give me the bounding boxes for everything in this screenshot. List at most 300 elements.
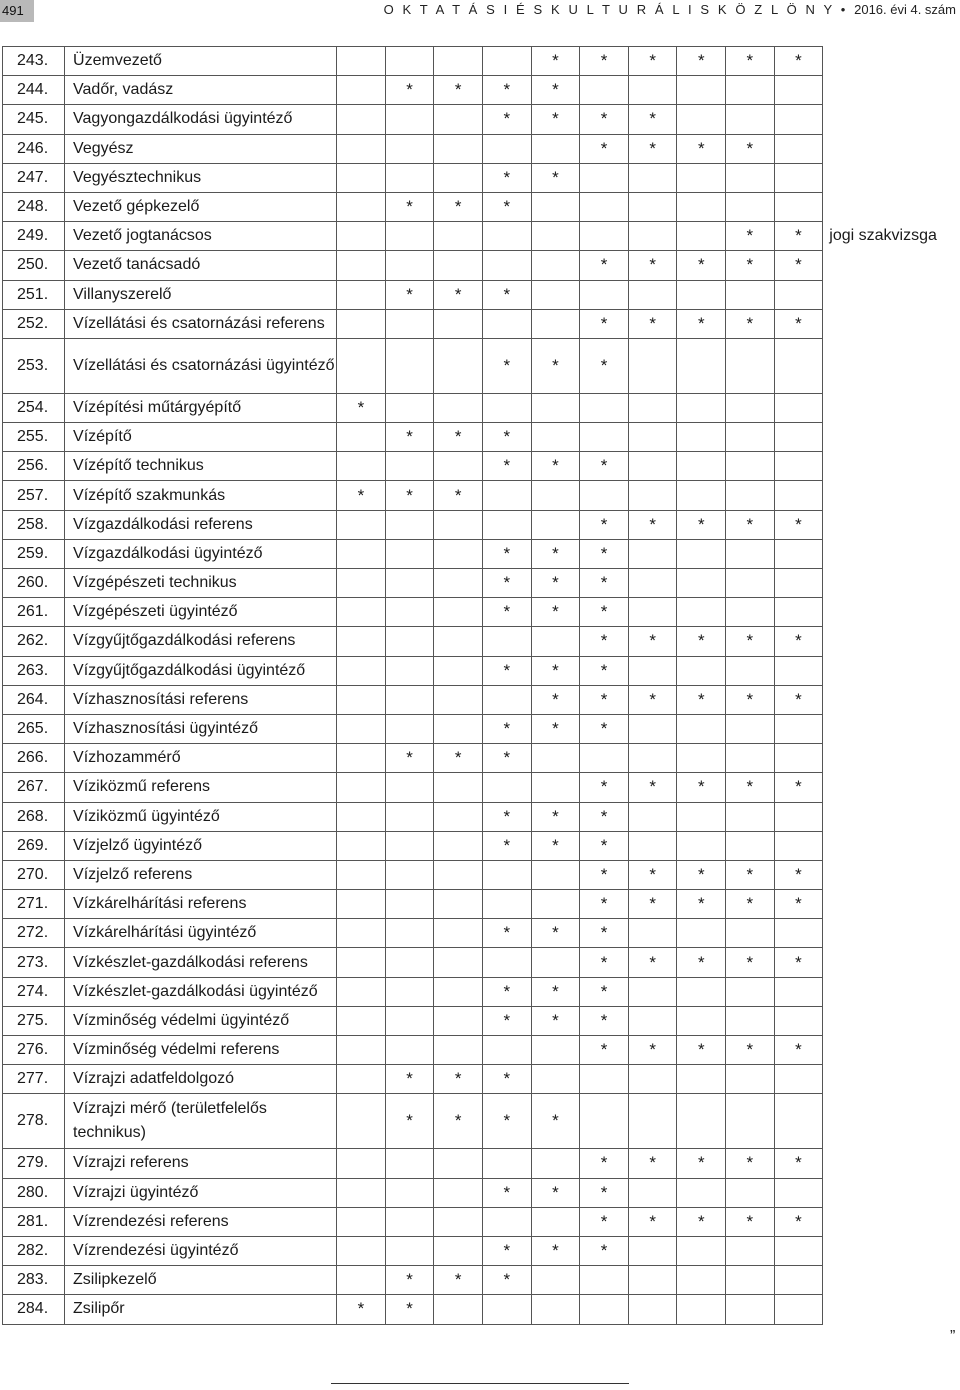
qualification-mark-6	[580, 222, 629, 251]
qualification-mark-5: *	[531, 598, 580, 627]
qualification-mark-2	[385, 1178, 434, 1207]
row-note	[823, 423, 960, 452]
qualification-mark-5: *	[531, 338, 580, 393]
qualification-mark-6	[580, 1094, 629, 1149]
row-number: 265.	[3, 714, 65, 743]
row-number: 274.	[3, 977, 65, 1006]
qualification-mark-2	[385, 919, 434, 948]
qualification-mark-4: *	[483, 656, 532, 685]
qualification-mark-10	[774, 656, 823, 685]
qualification-mark-4: *	[483, 1094, 532, 1149]
qualification-mark-8	[677, 1065, 726, 1094]
row-number: 259.	[3, 539, 65, 568]
occupation-table	[2, 46, 960, 1325]
qualification-mark-2	[385, 251, 434, 280]
occupation-name: Vízépítő	[65, 423, 337, 452]
qualification-mark-10	[774, 393, 823, 422]
qualification-mark-5	[531, 890, 580, 919]
qualification-mark-1	[337, 860, 386, 889]
qualification-mark-5: *	[531, 47, 580, 76]
qualification-mark-7	[628, 76, 677, 105]
qualification-mark-5	[531, 1036, 580, 1065]
table-row	[3, 860, 960, 889]
qualification-mark-10	[774, 134, 823, 163]
row-number: 278.	[3, 1094, 65, 1149]
qualification-mark-7	[628, 1006, 677, 1035]
qualification-mark-7: *	[628, 251, 677, 280]
row-number: 269.	[3, 831, 65, 860]
qualification-mark-5: *	[531, 1236, 580, 1265]
qualification-mark-3	[434, 1036, 483, 1065]
qualification-mark-1	[337, 1094, 386, 1149]
qualification-mark-5: *	[531, 977, 580, 1006]
row-note	[823, 598, 960, 627]
qualification-mark-3: *	[434, 1065, 483, 1094]
qualification-mark-5	[531, 744, 580, 773]
qualification-mark-6: *	[580, 890, 629, 919]
qualification-mark-5	[531, 1149, 580, 1178]
occupation-name: Vagyongazdálkodási ügyintéző	[65, 105, 337, 134]
qualification-mark-8: *	[677, 685, 726, 714]
qualification-mark-3: *	[434, 1266, 483, 1295]
qualification-mark-4	[483, 481, 532, 510]
page-number: 491	[0, 0, 34, 22]
qualification-mark-4	[483, 510, 532, 539]
qualification-mark-3	[434, 539, 483, 568]
qualification-mark-5: *	[531, 1006, 580, 1035]
qualification-mark-5: *	[531, 802, 580, 831]
qualification-mark-10	[774, 163, 823, 192]
table-row	[3, 452, 960, 481]
qualification-mark-2	[385, 1006, 434, 1035]
qualification-mark-7	[628, 1065, 677, 1094]
qualification-mark-10: *	[774, 309, 823, 338]
row-number: 256.	[3, 452, 65, 481]
qualification-mark-6: *	[580, 1207, 629, 1236]
qualification-mark-2	[385, 510, 434, 539]
occupation-name: Vezető jogtanácsos	[65, 222, 337, 251]
qualification-mark-10	[774, 977, 823, 1006]
qualification-mark-9	[726, 539, 775, 568]
qualification-mark-10	[774, 1094, 823, 1149]
occupation-name: Vízrajzi adatfeldolgozó	[65, 1065, 337, 1094]
qualification-mark-2: *	[385, 1065, 434, 1094]
qualification-mark-2	[385, 598, 434, 627]
row-number: 271.	[3, 890, 65, 919]
row-note	[823, 1178, 960, 1207]
qualification-mark-3	[434, 569, 483, 598]
qualification-mark-9	[726, 802, 775, 831]
qualification-mark-3	[434, 393, 483, 422]
qualification-mark-7	[628, 802, 677, 831]
qualification-mark-3	[434, 1207, 483, 1236]
qualification-mark-1	[337, 510, 386, 539]
qualification-mark-3	[434, 685, 483, 714]
qualification-mark-10: *	[774, 685, 823, 714]
qualification-mark-10	[774, 598, 823, 627]
row-number: 272.	[3, 919, 65, 948]
qualification-mark-3	[434, 627, 483, 656]
qualification-mark-1	[337, 569, 386, 598]
qualification-mark-6	[580, 481, 629, 510]
table-row	[3, 802, 960, 831]
table-row	[3, 1094, 960, 1149]
qualification-mark-9	[726, 423, 775, 452]
qualification-mark-10	[774, 802, 823, 831]
table-row	[3, 163, 960, 192]
occupation-name: Vízgazdálkodási ügyintéző	[65, 539, 337, 568]
qualification-mark-1	[337, 309, 386, 338]
occupation-name: Vízkárelhárítási referens	[65, 890, 337, 919]
qualification-mark-8	[677, 481, 726, 510]
qualification-mark-4: *	[483, 977, 532, 1006]
qualification-mark-7	[628, 192, 677, 221]
qualification-mark-9	[726, 977, 775, 1006]
row-note	[823, 1036, 960, 1065]
qualification-mark-8	[677, 714, 726, 743]
row-note	[823, 744, 960, 773]
qualification-mark-2	[385, 134, 434, 163]
table-row	[3, 948, 960, 977]
row-number: 244.	[3, 76, 65, 105]
qualification-mark-1	[337, 656, 386, 685]
table-row	[3, 192, 960, 221]
qualification-mark-2: *	[385, 1266, 434, 1295]
qualification-mark-4	[483, 685, 532, 714]
table-row	[3, 423, 960, 452]
qualification-mark-1	[337, 919, 386, 948]
qualification-mark-5	[531, 280, 580, 309]
qualification-mark-8	[677, 977, 726, 1006]
qualification-mark-8	[677, 744, 726, 773]
qualification-mark-1	[337, 802, 386, 831]
qualification-mark-7	[628, 598, 677, 627]
qualification-mark-4: *	[483, 1178, 532, 1207]
table-row	[3, 1036, 960, 1065]
qualification-mark-9	[726, 714, 775, 743]
qualification-mark-3	[434, 452, 483, 481]
qualification-mark-8: *	[677, 510, 726, 539]
qualification-mark-7: *	[628, 948, 677, 977]
row-number: 261.	[3, 598, 65, 627]
qualification-mark-7	[628, 1236, 677, 1265]
qualification-mark-5: *	[531, 105, 580, 134]
qualification-mark-10	[774, 192, 823, 221]
qualification-mark-5	[531, 510, 580, 539]
occupation-name: Vegyésztechnikus	[65, 163, 337, 192]
qualification-mark-9	[726, 192, 775, 221]
qualification-mark-10	[774, 1065, 823, 1094]
qualification-mark-3	[434, 1178, 483, 1207]
qualification-mark-10	[774, 76, 823, 105]
row-number: 249.	[3, 222, 65, 251]
qualification-mark-3	[434, 47, 483, 76]
table-row	[3, 627, 960, 656]
row-number: 260.	[3, 569, 65, 598]
qualification-mark-8	[677, 569, 726, 598]
qualification-mark-3	[434, 134, 483, 163]
qualification-mark-6	[580, 76, 629, 105]
table-row	[3, 890, 960, 919]
closing-quote-mark: ”	[950, 1328, 956, 1345]
qualification-mark-5	[531, 192, 580, 221]
qualification-mark-4: *	[483, 598, 532, 627]
qualification-mark-9	[726, 1236, 775, 1265]
qualification-mark-2	[385, 773, 434, 802]
table-row	[3, 222, 960, 251]
qualification-mark-5: *	[531, 1178, 580, 1207]
row-number: 253.	[3, 338, 65, 393]
qualification-mark-1	[337, 192, 386, 221]
qualification-mark-6: *	[580, 134, 629, 163]
qualification-mark-10: *	[774, 1149, 823, 1178]
row-note	[823, 192, 960, 221]
qualification-mark-6: *	[580, 919, 629, 948]
issue-label: 2016. évi 4. szám	[854, 2, 956, 17]
qualification-mark-4: *	[483, 192, 532, 221]
qualification-mark-9: *	[726, 890, 775, 919]
occupation-name: Vízrajzi mérő (területfelelős technikus)	[65, 1094, 337, 1149]
qualification-mark-5: *	[531, 919, 580, 948]
table-row	[3, 1236, 960, 1265]
qualification-mark-10	[774, 280, 823, 309]
qualification-mark-10	[774, 338, 823, 393]
qualification-mark-2	[385, 47, 434, 76]
qualification-mark-10: *	[774, 1207, 823, 1236]
qualification-mark-1	[337, 744, 386, 773]
qualification-mark-8	[677, 656, 726, 685]
qualification-mark-4: *	[483, 802, 532, 831]
row-note	[823, 280, 960, 309]
qualification-mark-5: *	[531, 569, 580, 598]
occupation-name: Vízellátási és csatornázási referens	[65, 309, 337, 338]
qualification-mark-6: *	[580, 452, 629, 481]
qualification-mark-3	[434, 1149, 483, 1178]
qualification-mark-5: *	[531, 1094, 580, 1149]
qualification-mark-1: *	[337, 393, 386, 422]
occupation-name: Vízépítő technikus	[65, 452, 337, 481]
occupation-name: Vízellátási és csatornázási ügyintéző	[65, 338, 337, 393]
qualification-mark-1	[337, 977, 386, 1006]
qualification-mark-9: *	[726, 627, 775, 656]
qualification-mark-10: *	[774, 222, 823, 251]
qualification-mark-5: *	[531, 831, 580, 860]
qualification-mark-5	[531, 222, 580, 251]
occupation-name: Vízminőség védelmi ügyintéző	[65, 1006, 337, 1035]
occupation-name: Üzemvezető	[65, 47, 337, 76]
qualification-mark-1: *	[337, 1295, 386, 1324]
qualification-mark-9: *	[726, 948, 775, 977]
row-number: 250.	[3, 251, 65, 280]
qualification-mark-6: *	[580, 685, 629, 714]
qualification-mark-1: *	[337, 481, 386, 510]
row-number: 255.	[3, 423, 65, 452]
qualification-mark-3	[434, 831, 483, 860]
qualification-mark-4: *	[483, 163, 532, 192]
occupation-name: Vadőr, vadász	[65, 76, 337, 105]
qualification-mark-10: *	[774, 47, 823, 76]
qualification-mark-9	[726, 393, 775, 422]
qualification-mark-9	[726, 105, 775, 134]
row-note	[823, 47, 960, 76]
row-note	[823, 1236, 960, 1265]
qualification-mark-7	[628, 222, 677, 251]
qualification-mark-2	[385, 714, 434, 743]
row-number: 243.	[3, 47, 65, 76]
qualification-mark-1	[337, 539, 386, 568]
row-note	[823, 802, 960, 831]
qualification-mark-7: *	[628, 1207, 677, 1236]
qualification-mark-6	[580, 393, 629, 422]
qualification-mark-10	[774, 1295, 823, 1324]
occupation-name: Vízrajzi ügyintéző	[65, 1178, 337, 1207]
qualification-mark-2: *	[385, 76, 434, 105]
qualification-mark-1	[337, 714, 386, 743]
qualification-mark-6: *	[580, 977, 629, 1006]
qualification-mark-5	[531, 251, 580, 280]
occupation-name: Vízgyűjtőgazdálkodási referens	[65, 627, 337, 656]
qualification-mark-7	[628, 714, 677, 743]
qualification-mark-9: *	[726, 1036, 775, 1065]
table-row	[3, 251, 960, 280]
occupation-name: Zsilipőr	[65, 1295, 337, 1324]
occupation-name: Vízhasznosítási ügyintéző	[65, 714, 337, 743]
qualification-mark-1	[337, 163, 386, 192]
qualification-mark-2	[385, 1149, 434, 1178]
qualification-mark-7: *	[628, 134, 677, 163]
qualification-mark-10: *	[774, 773, 823, 802]
qualification-mark-3	[434, 1006, 483, 1035]
occupation-name: Vízgazdálkodási referens	[65, 510, 337, 539]
row-number: 276.	[3, 1036, 65, 1065]
qualification-mark-8	[677, 919, 726, 948]
qualification-mark-9: *	[726, 47, 775, 76]
row-number: 268.	[3, 802, 65, 831]
qualification-mark-5	[531, 773, 580, 802]
qualification-mark-9	[726, 1295, 775, 1324]
qualification-mark-8	[677, 423, 726, 452]
qualification-mark-4	[483, 393, 532, 422]
row-number: 246.	[3, 134, 65, 163]
qualification-mark-7: *	[628, 309, 677, 338]
qualification-mark-7	[628, 831, 677, 860]
qualification-mark-8	[677, 1295, 726, 1324]
qualification-mark-7	[628, 919, 677, 948]
qualification-mark-2	[385, 948, 434, 977]
occupation-name: Vízgyűjtőgazdálkodási ügyintéző	[65, 656, 337, 685]
qualification-mark-9: *	[726, 222, 775, 251]
row-note	[823, 481, 960, 510]
qualification-mark-5: *	[531, 539, 580, 568]
qualification-mark-2	[385, 890, 434, 919]
occupation-name: Vízkészlet-gazdálkodási ügyintéző	[65, 977, 337, 1006]
qualification-mark-4	[483, 251, 532, 280]
qualification-mark-4: *	[483, 1065, 532, 1094]
qualification-mark-7	[628, 569, 677, 598]
row-number: 270.	[3, 860, 65, 889]
qualification-mark-4	[483, 1207, 532, 1236]
qualification-mark-7	[628, 977, 677, 1006]
qualification-mark-7	[628, 338, 677, 393]
qualification-mark-10	[774, 1006, 823, 1035]
qualification-mark-8: *	[677, 134, 726, 163]
qualification-mark-2	[385, 627, 434, 656]
table-row	[3, 598, 960, 627]
qualification-mark-2	[385, 685, 434, 714]
qualification-mark-2	[385, 163, 434, 192]
row-number: 252.	[3, 309, 65, 338]
qualification-mark-2	[385, 1236, 434, 1265]
qualification-mark-7	[628, 481, 677, 510]
qualification-mark-8	[677, 105, 726, 134]
row-note	[823, 338, 960, 393]
row-number: 266.	[3, 744, 65, 773]
qualification-mark-8	[677, 393, 726, 422]
qualification-mark-10	[774, 423, 823, 452]
qualification-mark-7	[628, 1178, 677, 1207]
qualification-mark-8	[677, 222, 726, 251]
row-note	[823, 773, 960, 802]
table-row	[3, 47, 960, 76]
qualification-mark-1	[337, 1149, 386, 1178]
qualification-mark-8	[677, 1006, 726, 1035]
qualification-mark-7: *	[628, 105, 677, 134]
qualification-mark-3	[434, 222, 483, 251]
qualification-mark-2: *	[385, 423, 434, 452]
qualification-mark-8: *	[677, 627, 726, 656]
qualification-mark-1	[337, 948, 386, 977]
qualification-mark-6	[580, 1295, 629, 1324]
row-number: 282.	[3, 1236, 65, 1265]
qualification-mark-9	[726, 919, 775, 948]
occupation-name: Vízkárelhárítási ügyintéző	[65, 919, 337, 948]
row-note	[823, 510, 960, 539]
qualification-mark-4	[483, 134, 532, 163]
qualification-mark-5: *	[531, 656, 580, 685]
qualification-mark-3	[434, 890, 483, 919]
qualification-mark-9	[726, 76, 775, 105]
qualification-mark-4: *	[483, 1266, 532, 1295]
row-note	[823, 539, 960, 568]
qualification-mark-8: *	[677, 1149, 726, 1178]
occupation-name: Vízhasznosítási referens	[65, 685, 337, 714]
row-note	[823, 1065, 960, 1094]
qualification-mark-1	[337, 598, 386, 627]
separator-bullet: •	[840, 2, 848, 17]
qualification-mark-5	[531, 948, 580, 977]
qualification-mark-7	[628, 656, 677, 685]
row-note	[823, 1207, 960, 1236]
table-row	[3, 481, 960, 510]
qualification-mark-2	[385, 452, 434, 481]
qualification-mark-2	[385, 569, 434, 598]
qualification-mark-4	[483, 47, 532, 76]
table-row	[3, 831, 960, 860]
qualification-mark-10: *	[774, 510, 823, 539]
qualification-mark-7	[628, 163, 677, 192]
page-header	[0, 0, 960, 22]
qualification-mark-4: *	[483, 280, 532, 309]
qualification-mark-8	[677, 539, 726, 568]
qualification-mark-1	[337, 685, 386, 714]
qualification-mark-6: *	[580, 1178, 629, 1207]
qualification-mark-5	[531, 481, 580, 510]
qualification-mark-5	[531, 393, 580, 422]
qualification-mark-7: *	[628, 1036, 677, 1065]
qualification-mark-10	[774, 481, 823, 510]
qualification-mark-2	[385, 1207, 434, 1236]
qualification-mark-9	[726, 598, 775, 627]
